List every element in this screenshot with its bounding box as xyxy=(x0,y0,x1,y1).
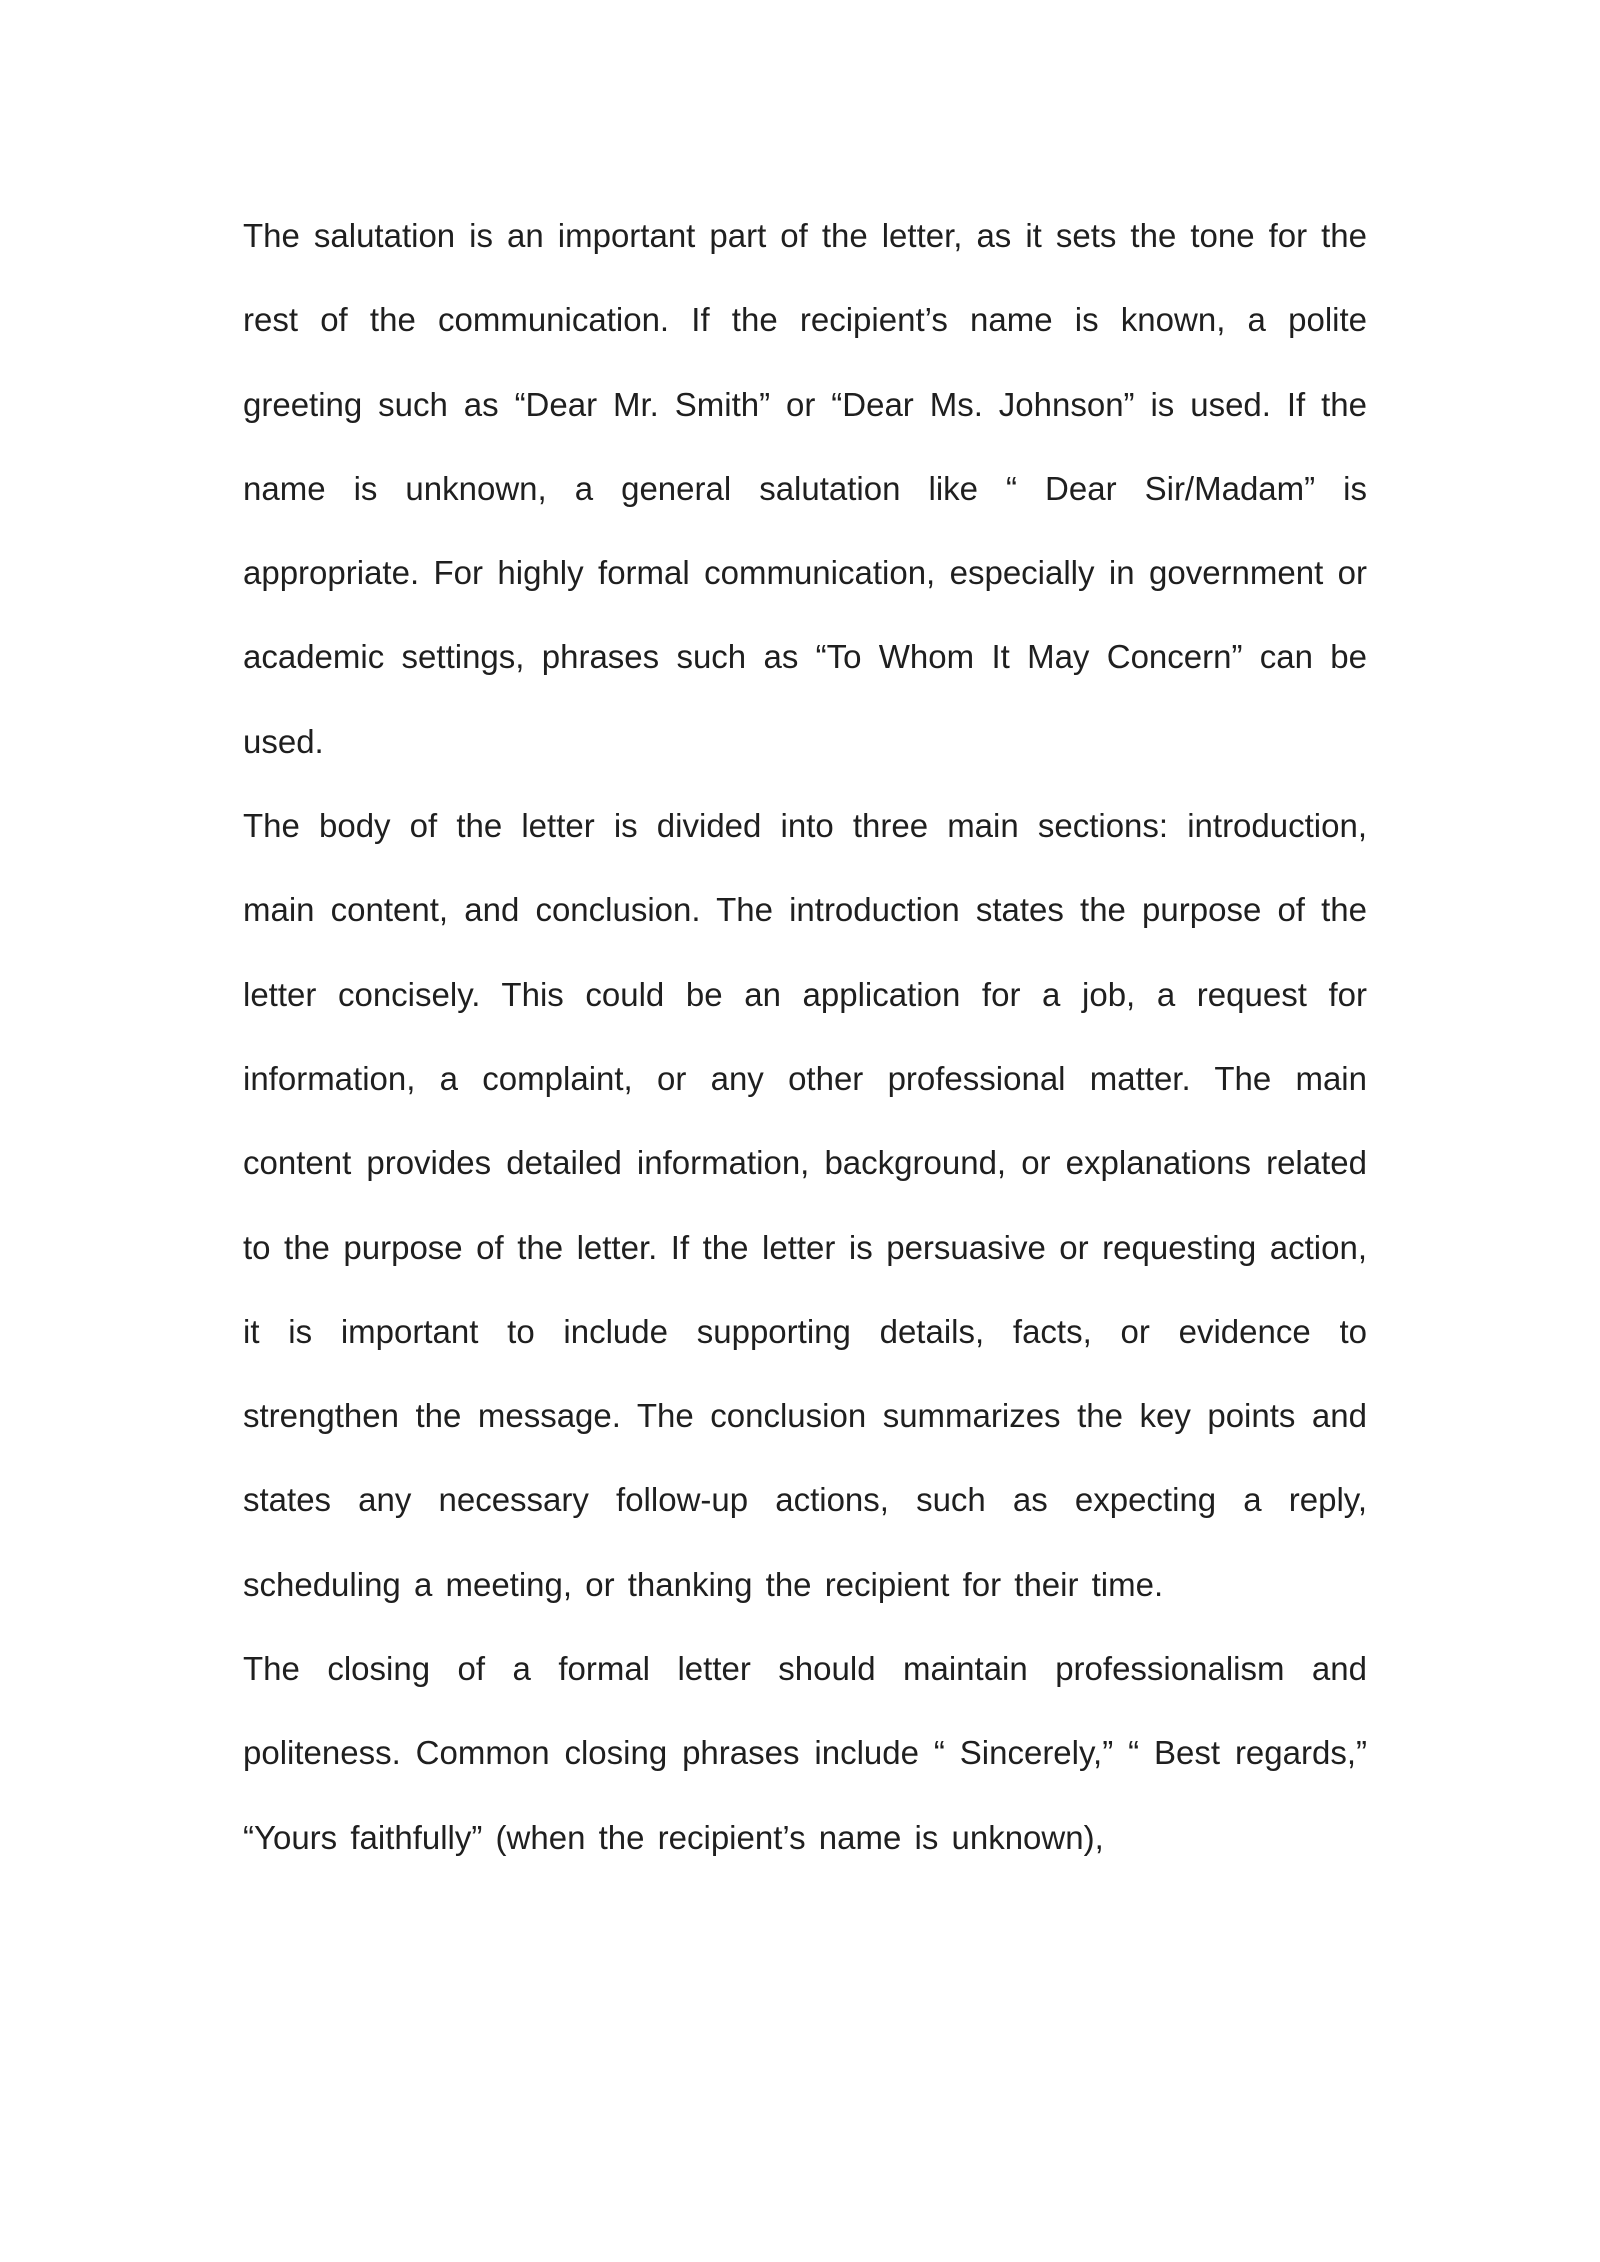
paragraph-closing: The closing of a formal letter should maintain professionalism and politeness. Common closing phrases include “ Sincerely,” “ Best regards,” “Yours faithfully” (when the recipient’s name is unknown), xyxy=(243,1650,1367,1856)
paragraph-body: The body of the letter is divided into three main sections: introduction, main content, and conclusion. The introduction states the purpose of the letter concisely. This could be an application for a job, a request for information, a complaint, or any other professional matter. The main content provides detailed information, background, or explanations related to the purpose of the letter. If the letter is persuasive or requesting action, it is important to include supporting details, facts, or evidence to strengthen the message. The conclusion summarizes the key points and states any necessary follow-up actions, such as expecting a reply, scheduling a meeting, or thanking the recipient for their time. xyxy=(243,807,1367,1603)
paragraph-salutation: The salutation is an important part of the letter, as it sets the tone for the rest of the communication. If the recipient’s name is known, a polite greeting such as “Dear Mr. Smith” or “Dear Ms. Johnson” is used. If the name is unknown, a general salutation like “ Dear Sir/Madam” is appropriate. For highly formal communication, especially in government or academic settings, phrases such as “To Whom It May Concern” can be used. xyxy=(243,217,1367,760)
document-body xyxy=(243,194,1367,1880)
